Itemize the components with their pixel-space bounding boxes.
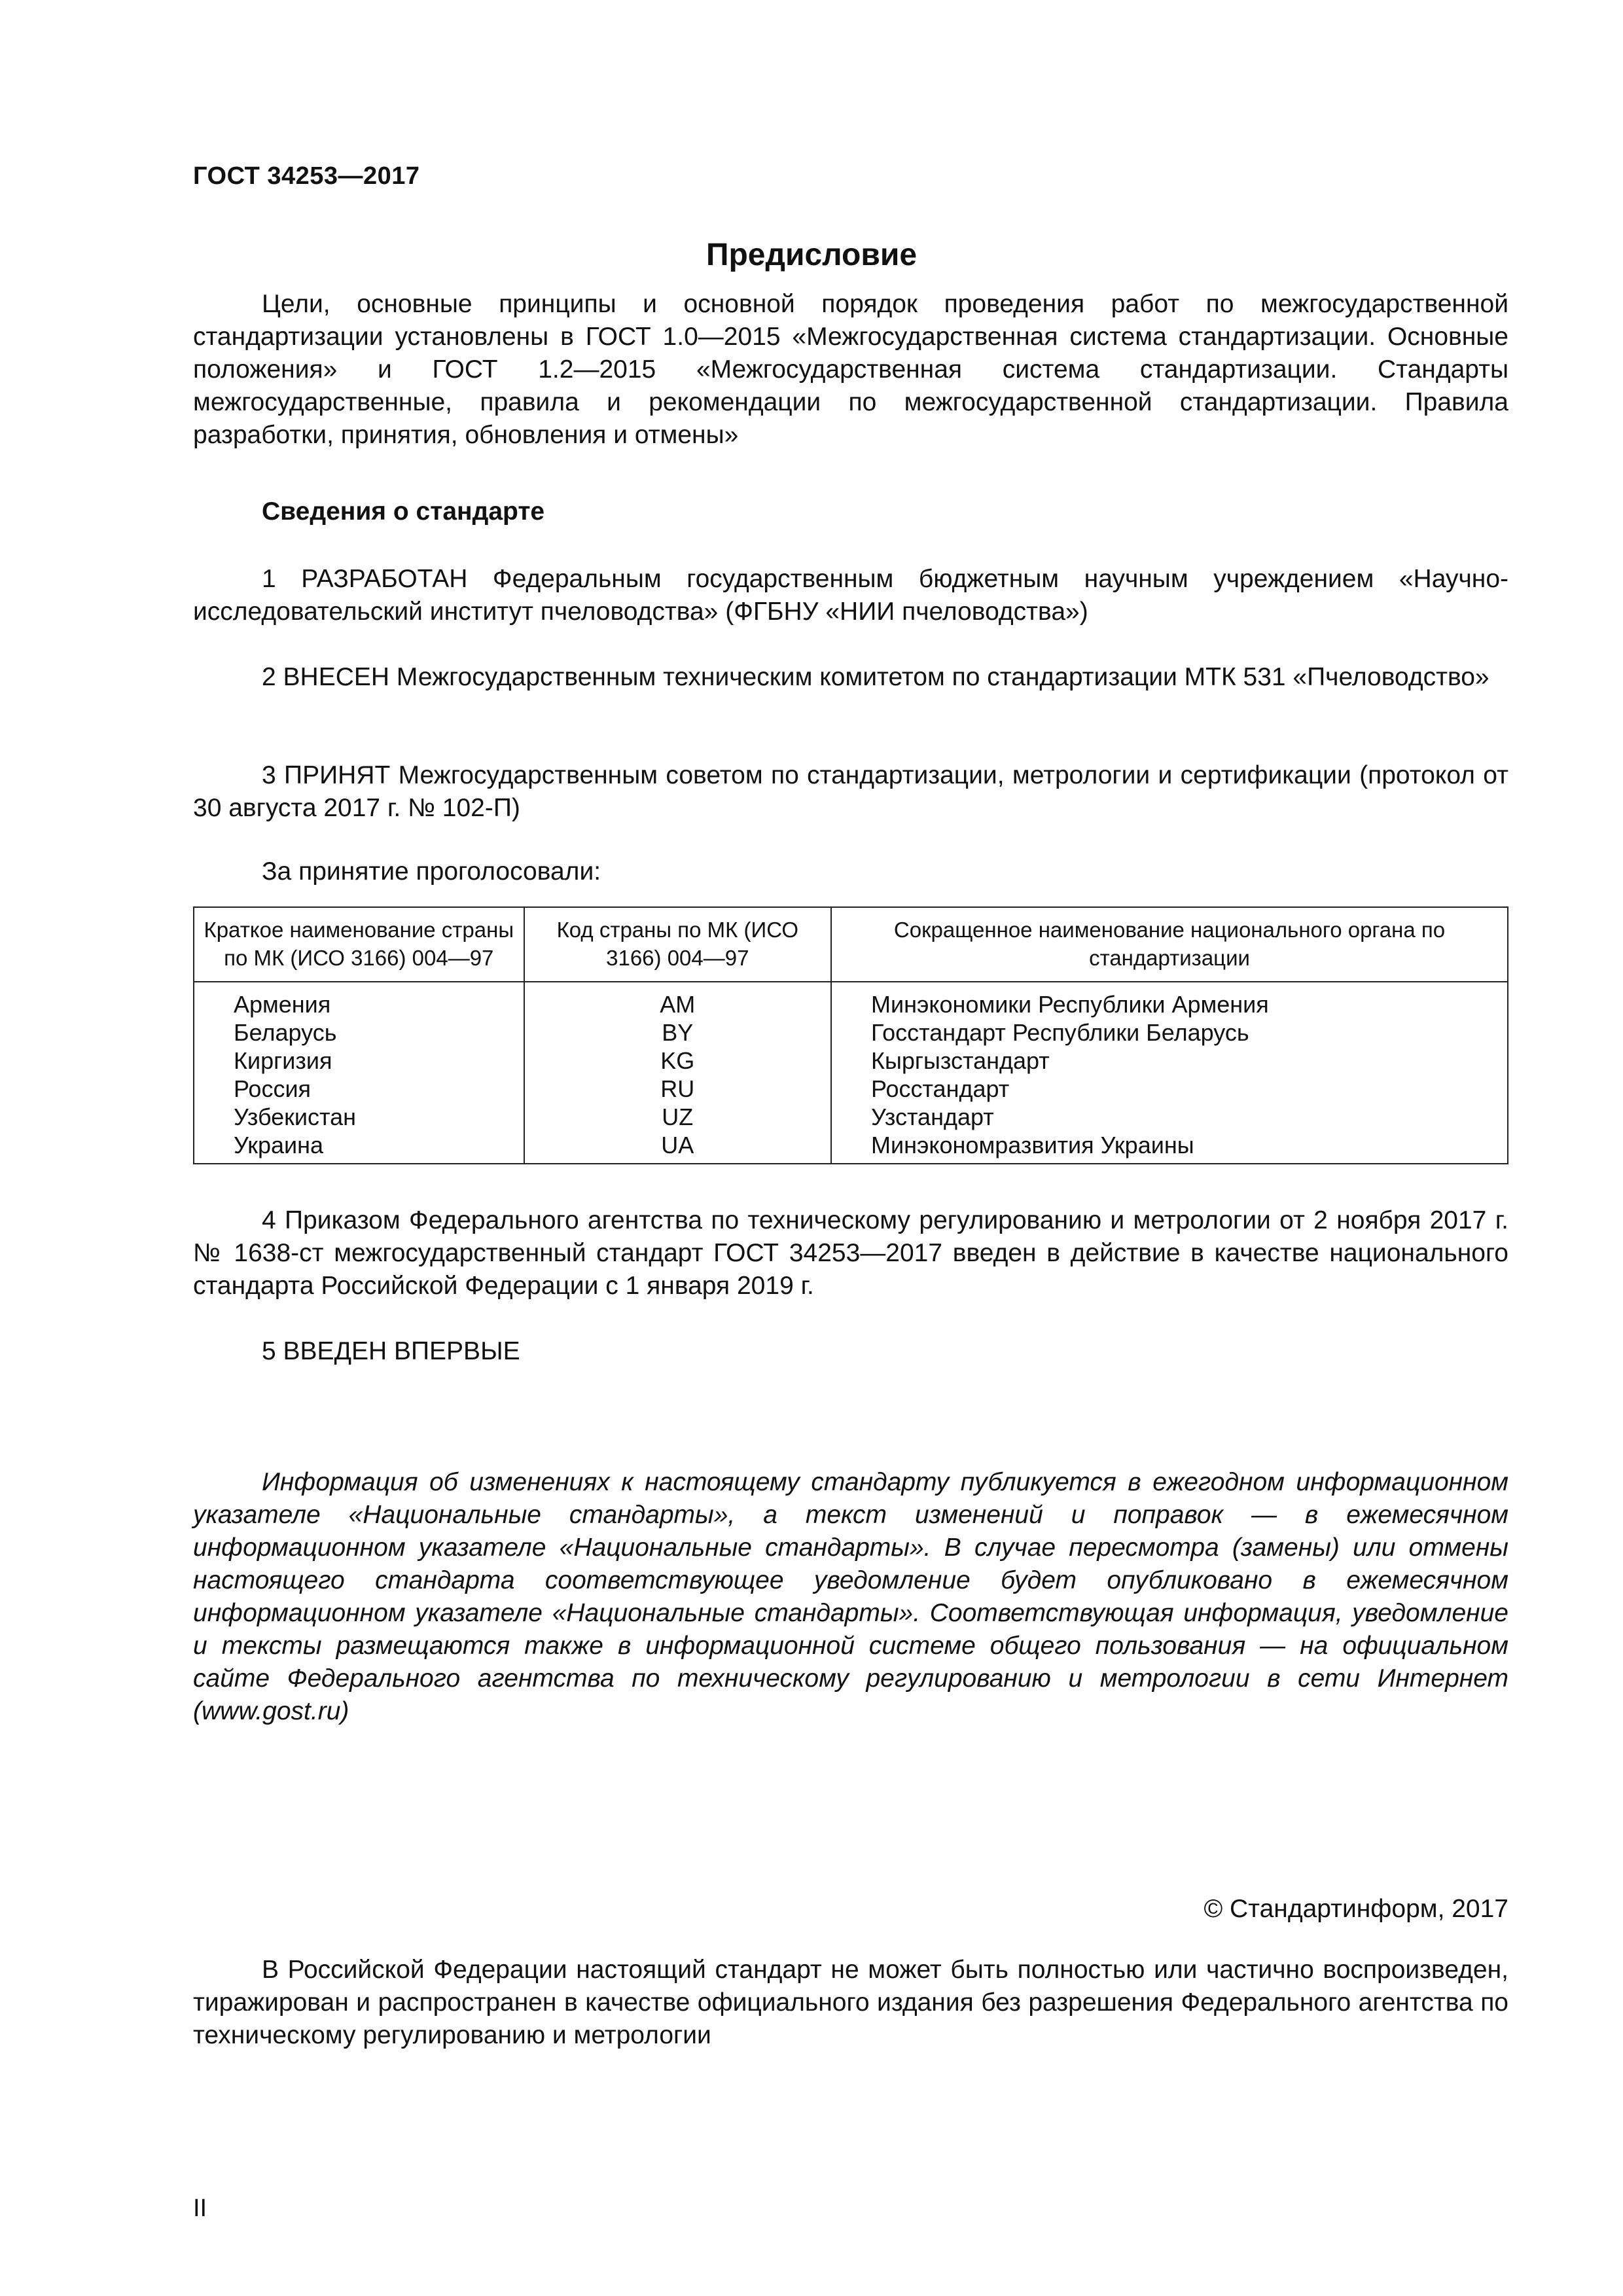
item-1-paragraph: 1 РАЗРАБОТАН Федеральным государственным бюджетным научным учреждением «Научно-исследовательский институт пчеловодства» (ФГБНУ «НИИ пчеловодства») (193, 565, 1508, 626)
table-cell-code: BY (524, 1018, 831, 1047)
table-cell-body: Росстандарт (831, 1075, 1508, 1103)
voting-countries-table (193, 906, 1508, 1164)
item-4-paragraph: 4 Приказом Федерального агентства по техническому регулированию и метрологии от 2 ноября 2017 г. № 1638-ст межгосударственный стандарт ГОСТ 34253—2017 введен в действие в качестве национального стандарта Российской Федерации с 1 января 2019 г. (193, 1206, 1508, 1300)
table-cell-code: UA (524, 1131, 831, 1164)
item-5-paragraph: 5 ВВЕДЕН ВПЕРВЫЕ (262, 1337, 520, 1365)
table-cell-body: Узстандарт (831, 1103, 1508, 1131)
voted-label: За принятие проголосовали: (262, 857, 601, 886)
info-heading: Сведения о стандарте (262, 497, 545, 526)
table-cell-code: RU (524, 1075, 831, 1103)
changes-notice: Информация об изменениях к настоящему стандарту публикуется в ежегодном информационном указателе «Национальные стандарты», а текст изменений и поправок — в ежемесячном информационном указателе «Национальные стандарты». В случае пересмотра (замены) или отмены настоящего стандарта соответствующее уведомление будет опубликовано в ежемесячном информационном указателе «Национальные стандарты». Соответствующая информация, уведомление и тексты размещаются также в информационной системе общего пользования — на официальном сайте Федерального агентства по техническому регулированию и метрологии в сети Интернет (www.gost.ru) (193, 1468, 1508, 1725)
table-cell-body: Госстандарт Республики Беларусь (831, 1018, 1508, 1047)
intro-paragraph: Цели, основные принципы и основной порядок проведения работ по межгосударственной стандартизации установлены в ГОСТ 1.0—2015 «Межгосударственная система стандартизации. Основные положения» и ГОСТ 1.2—2015 «Межгосударственная система стандартизации. Стандарты межгосударственные, правила и рекомендации по межгосударственной стандартизации. Правила разработки, принятия, обновления и отмены» (193, 290, 1508, 449)
table-cell-country: Россия (194, 1075, 524, 1103)
table-row (194, 982, 1508, 1018)
table-cell-country: Армения (194, 982, 524, 1018)
table-row (194, 1047, 1508, 1075)
table-cell-code: AM (524, 982, 831, 1018)
table-cell-code: KG (524, 1047, 831, 1075)
copyright-line: © Стандартинформ, 2017 (1204, 1895, 1508, 1923)
page-title: Предисловие (705, 238, 918, 272)
table-cell-country: Украина (194, 1131, 524, 1164)
table-header-code: Код страны по МК (ИСО 3166) 004—97 (524, 907, 831, 982)
table-header-body: Сокращенное наименование национального органа по стандартизации (831, 907, 1508, 982)
table-cell-country: Беларусь (194, 1018, 524, 1047)
table-row (194, 1075, 1508, 1103)
table-header-row (194, 907, 1508, 982)
table-cell-body: Минэкономики Республики Армения (831, 982, 1508, 1018)
table-row (194, 1018, 1508, 1047)
page-number: II (193, 2195, 207, 2222)
table-row (194, 1103, 1508, 1131)
table-cell-body: Кыргызстандарт (831, 1047, 1508, 1075)
table-cell-country: Киргизия (194, 1047, 524, 1075)
table-cell-country: Узбекистан (194, 1103, 524, 1131)
legal-notice: В Российской Федерации настоящий стандарт не может быть полностью или частично воспроизведен, тиражирован и распространен в качестве официального издания без разрешения Федерального агентства по техническому регулированию и метрологии (193, 1956, 1508, 2049)
item-3-paragraph: 3 ПРИНЯТ Межгосударственным советом по стандартизации, метрологии и сертификации (протокол от 30 августа 2017 г. № 102-П) (193, 761, 1508, 822)
table-header-country: Краткое наименование страны по МК (ИСО 3166) 004—97 (194, 907, 524, 982)
table-cell-body: Минэкономразвития Украины (831, 1131, 1508, 1164)
document-code: ГОСТ 34253—2017 (193, 162, 420, 190)
item-2-paragraph: 2 ВНЕСЕН Межгосударственным техническим комитетом по стандартизации МТК 531 «Пчеловодство» (262, 663, 1489, 691)
table-cell-code: UZ (524, 1103, 831, 1131)
table-row (194, 1131, 1508, 1164)
